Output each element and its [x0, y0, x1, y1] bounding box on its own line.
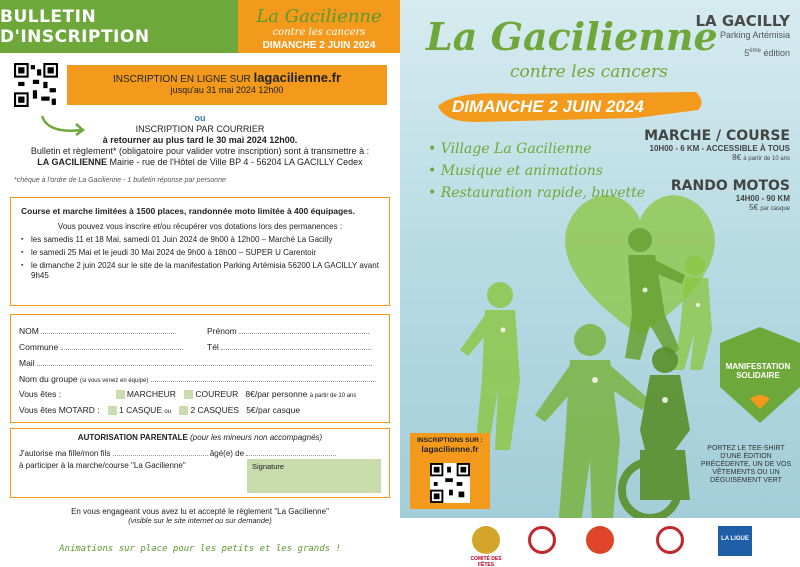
event-logo-header: [238, 0, 400, 53]
brand-title: La Gacilienne: [426, 14, 718, 59]
sponsor-logo-icon: [586, 526, 614, 554]
courrier-title: INSCRIPTION PAR COURRIER: [135, 124, 265, 134]
sponsor-logo-icon: [656, 526, 684, 554]
limits-text: Course et marche limitées à 1500 places, randonnée moto limitée à 400 équipages.: [21, 206, 355, 216]
motard-label: Vous êtes MOTARD :: [19, 405, 100, 415]
marcheur-checkbox[interactable]: [116, 390, 125, 399]
edition-number: 5: [744, 48, 750, 58]
ligue-logo: [718, 526, 752, 556]
animations-tagline: Animations sur place pour les petits et les grands !: [59, 544, 341, 554]
list-item: ▪ les samedis 11 et 18 Mai, samedi 01 Juin 2024 de 9h00 à 12h00 – Marché La Gacilly: [21, 235, 379, 245]
edition-word: édition: [763, 48, 790, 58]
insc-label: INSCRIPTIONS SUR :: [417, 437, 483, 444]
list-item: • Restauration rapide, buvette: [428, 182, 645, 204]
signature-field[interactable]: [247, 459, 381, 493]
or-small: ou: [164, 409, 172, 415]
rando-price-note: par casque: [760, 206, 790, 212]
parental-authorization: [10, 428, 390, 498]
courrier-deadline: à retourner au plus tard le 30 mai 2024 12h00.: [102, 135, 298, 145]
edition-sup: ème: [749, 48, 761, 54]
courrier-text: Bulletin et règlement* (obligatoire pour valider votre inscription) sont à transmettre à :: [30, 146, 370, 156]
qr-code-icon[interactable]: [14, 63, 58, 107]
participant-form: [10, 314, 390, 423]
child-name-field[interactable]: [113, 447, 208, 456]
marcheur-label: MARCHEUR: [126, 389, 176, 399]
town-name: LA GACILLY: [695, 12, 790, 30]
edition-label: [680, 48, 790, 58]
two-helmets-checkbox[interactable]: [179, 406, 188, 415]
nom-field[interactable]: [41, 325, 176, 334]
prenom-field[interactable]: [239, 325, 369, 334]
list-item: • Village La Gacilienne: [428, 138, 645, 160]
price-age-note: à partir de 10 ans: [309, 393, 357, 399]
signature-label: Signature: [252, 462, 285, 471]
one-helmet-label: 1 CASQUE: [119, 405, 162, 415]
place-name: Parking Artémisia: [719, 30, 790, 40]
registration-qr-box: [410, 433, 490, 509]
permanences-intro: Vous pouvez vous inscrire et/ou récupérer vos dotations lors des permanences :: [57, 222, 343, 231]
or-label: ou: [194, 113, 206, 123]
prenom-label: Prénom: [207, 326, 237, 336]
tel-field[interactable]: [221, 341, 371, 350]
auth-line1: J'autorise ma fille/mon fils: [19, 449, 111, 458]
one-helmet-checkbox[interactable]: [108, 406, 117, 415]
auth-title-note: (pour les mineurs non accompagnés): [190, 433, 323, 442]
engage-note: (visible sur le site internet ou sur demande): [128, 516, 272, 525]
qr-code-icon[interactable]: [430, 463, 470, 503]
mail-field[interactable]: [37, 357, 372, 366]
rando-title: RANDO MOTOS: [670, 178, 790, 194]
sponsors-bar: [400, 518, 800, 567]
rules-acceptance: [0, 507, 400, 525]
two-helmets-label: 2 CASQUES: [190, 405, 240, 415]
features-list: [428, 138, 645, 204]
info-box: [10, 197, 390, 306]
marche-price: 8€: [732, 153, 742, 162]
groupe-field[interactable]: [151, 373, 376, 382]
logo-date: DIMANCHE 2 JUIN 2024: [262, 40, 376, 51]
price-per-helmet: 5€/par casque: [246, 405, 301, 415]
rando-details: 14H00 - 90 KM: [735, 194, 790, 203]
vous-etes-label: Vous êtes :: [19, 389, 62, 399]
auth-line2: à participer à la marche/course "La Gacilienne": [19, 461, 186, 470]
sponsor-logo-icon: [528, 526, 556, 554]
comite-logo-icon: [472, 526, 500, 554]
logo-name: La Gacilienne: [256, 6, 382, 27]
cheque-note: *chèque à l'ordre de La Gacilienne - 1 bulletin réponse par personne: [14, 177, 226, 184]
tel-label: Tél: [207, 342, 219, 352]
list-item: • Musique et animations: [428, 160, 645, 182]
ligue-label: LA LIGUE: [721, 536, 749, 542]
marche-price-note: à partir de 10 ans: [743, 156, 790, 162]
coureur-label: COUREUR: [195, 389, 239, 399]
location-block: [680, 12, 790, 58]
child-age-field[interactable]: [246, 447, 336, 456]
courrier-recipient: LA GACILIENNE: [37, 157, 107, 167]
online-prefix: INSCRIPTION EN LIGNE SUR: [112, 74, 251, 85]
coureur-checkbox[interactable]: [184, 390, 193, 399]
insc-site-link[interactable]: lagacilienne.fr: [421, 444, 479, 454]
marche-course-block: [630, 128, 790, 162]
rando-price: 5€: [749, 203, 759, 212]
auth-title: AUTORISATION PARENTALE: [77, 433, 188, 442]
groupe-note: (si vous venez en équipe): [79, 378, 149, 384]
tshirt-notice: PORTEZ LE TEE-SHIRT D'UNE ÉDITION PRÉCÉDENTE, UN DE VOS VÊTEMENTS OU UN DÉGUISEMENT VERT: [700, 445, 792, 484]
online-site-link[interactable]: lagacilienne.fr: [253, 70, 341, 85]
commune-label: Commune: [19, 342, 59, 352]
rando-motos-block: [630, 178, 790, 212]
permanences-list: [21, 235, 379, 281]
price-per-person: 8€/par personne: [245, 389, 308, 399]
mail-registration-block: [0, 113, 400, 168]
mail-label: Mail: [19, 358, 35, 368]
brand-subtitle: contre les cancers: [510, 62, 668, 82]
poster-page: [400, 0, 800, 567]
list-item: ▪ le samedi 25 Mai et le jeudi 30 Mai 2024 de 9h00 à 18h00 – SUPER U Carentoir: [21, 248, 379, 258]
comite-label: COMITÉ DES FÊTES: [470, 556, 502, 567]
marche-title: MARCHE / COURSE: [644, 128, 790, 144]
marche-details: 10H00 - 6 KM - ACCESSIBLE À TOUS: [649, 144, 790, 153]
courrier-address: Mairie - rue de l'Hôtel de Ville BP 4 - 56204 LA GACILLY Cedex: [109, 157, 363, 167]
nom-label: NOM: [19, 326, 39, 336]
online-registration-box: [67, 65, 387, 105]
form-title: BULLETIN D'INSCRIPTION: [0, 0, 238, 53]
logo-subtitle: contre les cancers: [272, 27, 366, 38]
list-item: ▪ le dimanche 2 juin 2024 sur le site de la manifestation Parking Artémisia 56200 LA GACILLY avant 9h45: [21, 261, 379, 281]
online-deadline: jusqu'au 31 mai 2024 12h00: [170, 85, 284, 95]
event-date: DIMANCHE 2 JUIN 2024: [452, 97, 644, 116]
commune-field[interactable]: [61, 341, 183, 350]
engage-text: En vous engageant vous avez lu et accepté le règlement "La Gacilienne": [71, 507, 329, 516]
age-label: âgé(e) de: [209, 449, 245, 458]
groupe-label: Nom du groupe: [19, 374, 78, 384]
solidarity-text: MANIFESTATION SOLIDAIRE: [725, 362, 791, 380]
